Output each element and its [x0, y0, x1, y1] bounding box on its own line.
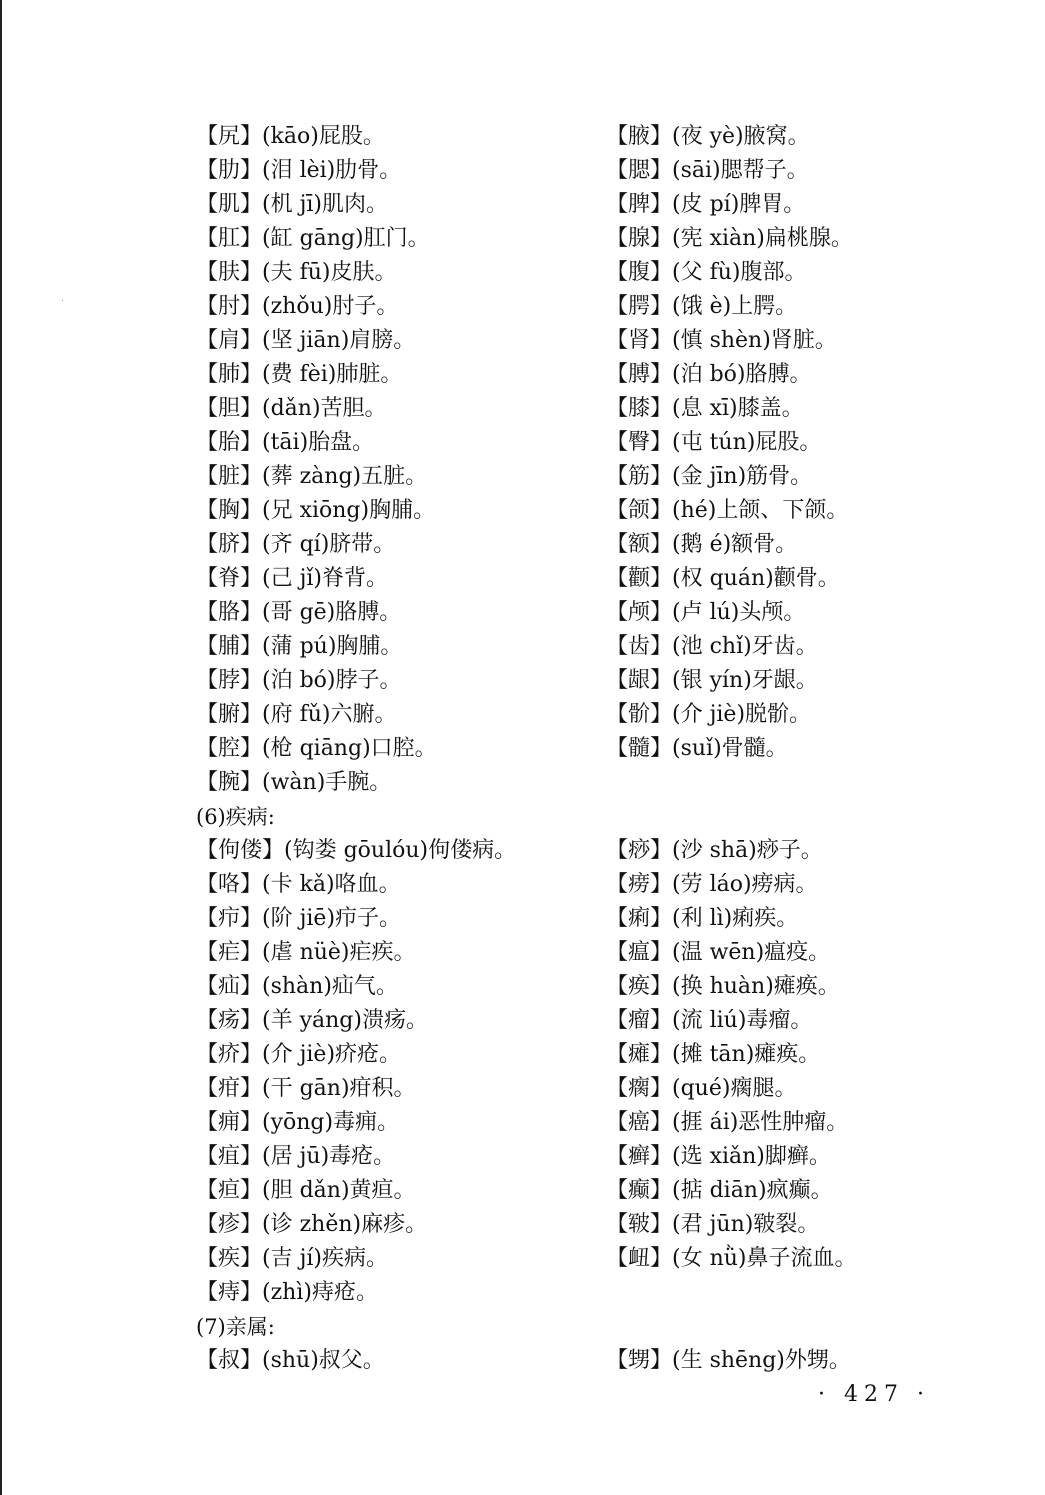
left-entry: 【痈】(yōng)毒痈。	[196, 1110, 400, 1135]
left-entry: 【肺】(费 fèi)肺脏。	[196, 362, 403, 387]
right-entry: 【膝】(息 xī)膝盖。	[606, 396, 804, 421]
right-entry: 【髓】(suǐ)骨髓。	[606, 736, 788, 761]
right-entry: 【肾】(慎 shèn)肾脏。	[606, 328, 837, 353]
left-entry: 【胸】(兄 xiōng)胸脯。	[196, 498, 436, 523]
right-entry: 【齿】(池 chǐ)牙齿。	[606, 634, 818, 659]
right-entry: 【痢】(利 lì)痢疾。	[606, 906, 799, 931]
right-entry: 【腮】(sāi)腮帮子。	[606, 158, 809, 183]
left-entry: 【肘】(zhǒu)肘子。	[196, 294, 399, 319]
left-entry: 【脯】(蒲 pú)胸脯。	[196, 634, 403, 659]
left-entry: 【胆】(dǎn)苦胆。	[196, 396, 387, 421]
right-entry: 【癫】(掂 diān)疯癫。	[606, 1178, 833, 1203]
left-entry: 【疳】(干 gān)疳积。	[196, 1076, 416, 1101]
left-entry: 【疹】(诊 zhěn)麻疹。	[196, 1212, 428, 1237]
left-entry: 【肋】(泪 lèi)肋骨。	[196, 158, 402, 183]
left-entry: 【腔】(枪 qiāng)口腔。	[196, 736, 437, 761]
right-entry: 【瘟】(温 wēn)瘟疫。	[606, 940, 831, 965]
right-entry: 【筋】(金 jīn)筋骨。	[606, 464, 813, 489]
right-entry: 【脾】(皮 pí)脾胃。	[606, 192, 806, 217]
right-entry: 【龈】(银 yín)牙龈。	[606, 668, 818, 693]
right-entry: 【颅】(卢 lú)头颅。	[606, 600, 806, 625]
right-entry: 【膊】(泊 bó)胳膊。	[606, 362, 812, 387]
right-entry: 【臀】(屯 tún)屁股。	[606, 430, 822, 455]
left-entry: 【肩】(坚 jiān)肩膀。	[196, 328, 416, 353]
right-entry: 【腹】(父 fù)腹部。	[606, 260, 807, 285]
right-spacer	[606, 766, 1026, 800]
right-spacer	[606, 1276, 1026, 1310]
left-column	[196, 120, 596, 1378]
left-entry: 【脏】(葬 zàng)五脏。	[196, 464, 428, 489]
right-spacer	[606, 800, 1026, 834]
left-entry: 【肛】(缸 gāng)肛门。	[196, 226, 430, 251]
right-entry: 【额】(鹅 é)额骨。	[606, 532, 798, 557]
right-entry: 【腭】(饿 è)上腭。	[606, 294, 798, 319]
right-spacer	[606, 1310, 1026, 1344]
left-entry: 【尻】(kāo)屁股。	[196, 124, 385, 149]
section-heading: (7)亲属:	[196, 1315, 275, 1339]
left-entry: 【叔】(shū)叔父。	[196, 1348, 385, 1373]
page-number: · 427 ·	[818, 1382, 930, 1407]
left-entry: 【脖】(泊 bó)脖子。	[196, 668, 402, 693]
left-entry: 【疡】(羊 yáng)溃疡。	[196, 1008, 428, 1033]
left-entry: 【疸】(胆 dǎn)黄疸。	[196, 1178, 416, 1203]
left-entry: 【胎】(tāi)胎盘。	[196, 430, 375, 455]
left-entry: 【脐】(齐 qí)脐带。	[196, 532, 396, 557]
right-entry: 【瘸】(qué)瘸腿。	[606, 1076, 797, 1101]
right-entry: 【癌】(捱 ái)恶性肿瘤。	[606, 1110, 849, 1135]
right-entry: 【颌】(hé)上颌、下颌。	[606, 498, 849, 523]
right-entry: 【痧】(沙 shā)痧子。	[606, 838, 823, 863]
left-entry: 【胳】(哥 gē)胳膊。	[196, 600, 402, 625]
section-heading: (6)疾病:	[196, 805, 275, 829]
left-entry: 【咯】(卡 kǎ)咯血。	[196, 872, 401, 897]
left-entry: 【腕】(wàn)手腕。	[196, 770, 392, 795]
page-edge	[0, 0, 2, 1495]
right-entry: 【皲】(君 jūn)皲裂。	[606, 1212, 820, 1237]
right-entry: 【痪】(换 huàn)瘫痪。	[606, 974, 840, 999]
right-entry: 【癣】(选 xiǎn)脚癣。	[606, 1144, 831, 1169]
left-entry: 【痔】(zhì)痔疮。	[196, 1280, 378, 1305]
right-entry: 【甥】(生 shēng)外甥。	[606, 1348, 851, 1373]
left-entry: 【脊】(己 jǐ)脊背。	[196, 566, 389, 591]
right-entry: 【瘫】(摊 tān)瘫痪。	[606, 1042, 821, 1067]
right-entry: 【腋】(夜 yè)腋窝。	[606, 124, 810, 149]
left-entry: 【疝】(shàn)疝气。	[196, 974, 398, 999]
left-entry: 【佝偻】(钩娄 gōulóu)佝偻病。	[196, 838, 517, 863]
left-entry: 【肤】(夫 fū)皮肤。	[196, 260, 397, 285]
left-entry: 【疥】(介 jiè)疥疮。	[196, 1042, 402, 1067]
right-entry: 【颧】(权 quán)颧骨。	[606, 566, 840, 591]
left-entry: 【疟】(虐 nüè)疟疾。	[196, 940, 416, 965]
right-entry: 【瘤】(流 liú)毒瘤。	[606, 1008, 813, 1033]
left-entry: 【疾】(吉 jí)疾病。	[196, 1246, 389, 1271]
right-entry: 【腺】(宪 xiàn)扁桃腺。	[606, 226, 853, 251]
right-entry: 【衄】(女 nǜ)鼻子流血。	[606, 1246, 857, 1271]
left-entry: 【疽】(居 jū)毒疮。	[196, 1144, 396, 1169]
right-column	[606, 120, 1026, 1378]
left-entry: 【疖】(阶 jiē)疖子。	[196, 906, 402, 931]
right-entry: 【痨】(劳 láo)痨病。	[606, 872, 818, 897]
right-entry: 【骱】(介 jiè)脱骱。	[606, 702, 812, 727]
scan-speck	[62, 300, 63, 301]
left-entry: 【肌】(机 jī)肌肉。	[196, 192, 389, 217]
left-entry: 【腑】(府 fǔ)六腑。	[196, 702, 397, 727]
